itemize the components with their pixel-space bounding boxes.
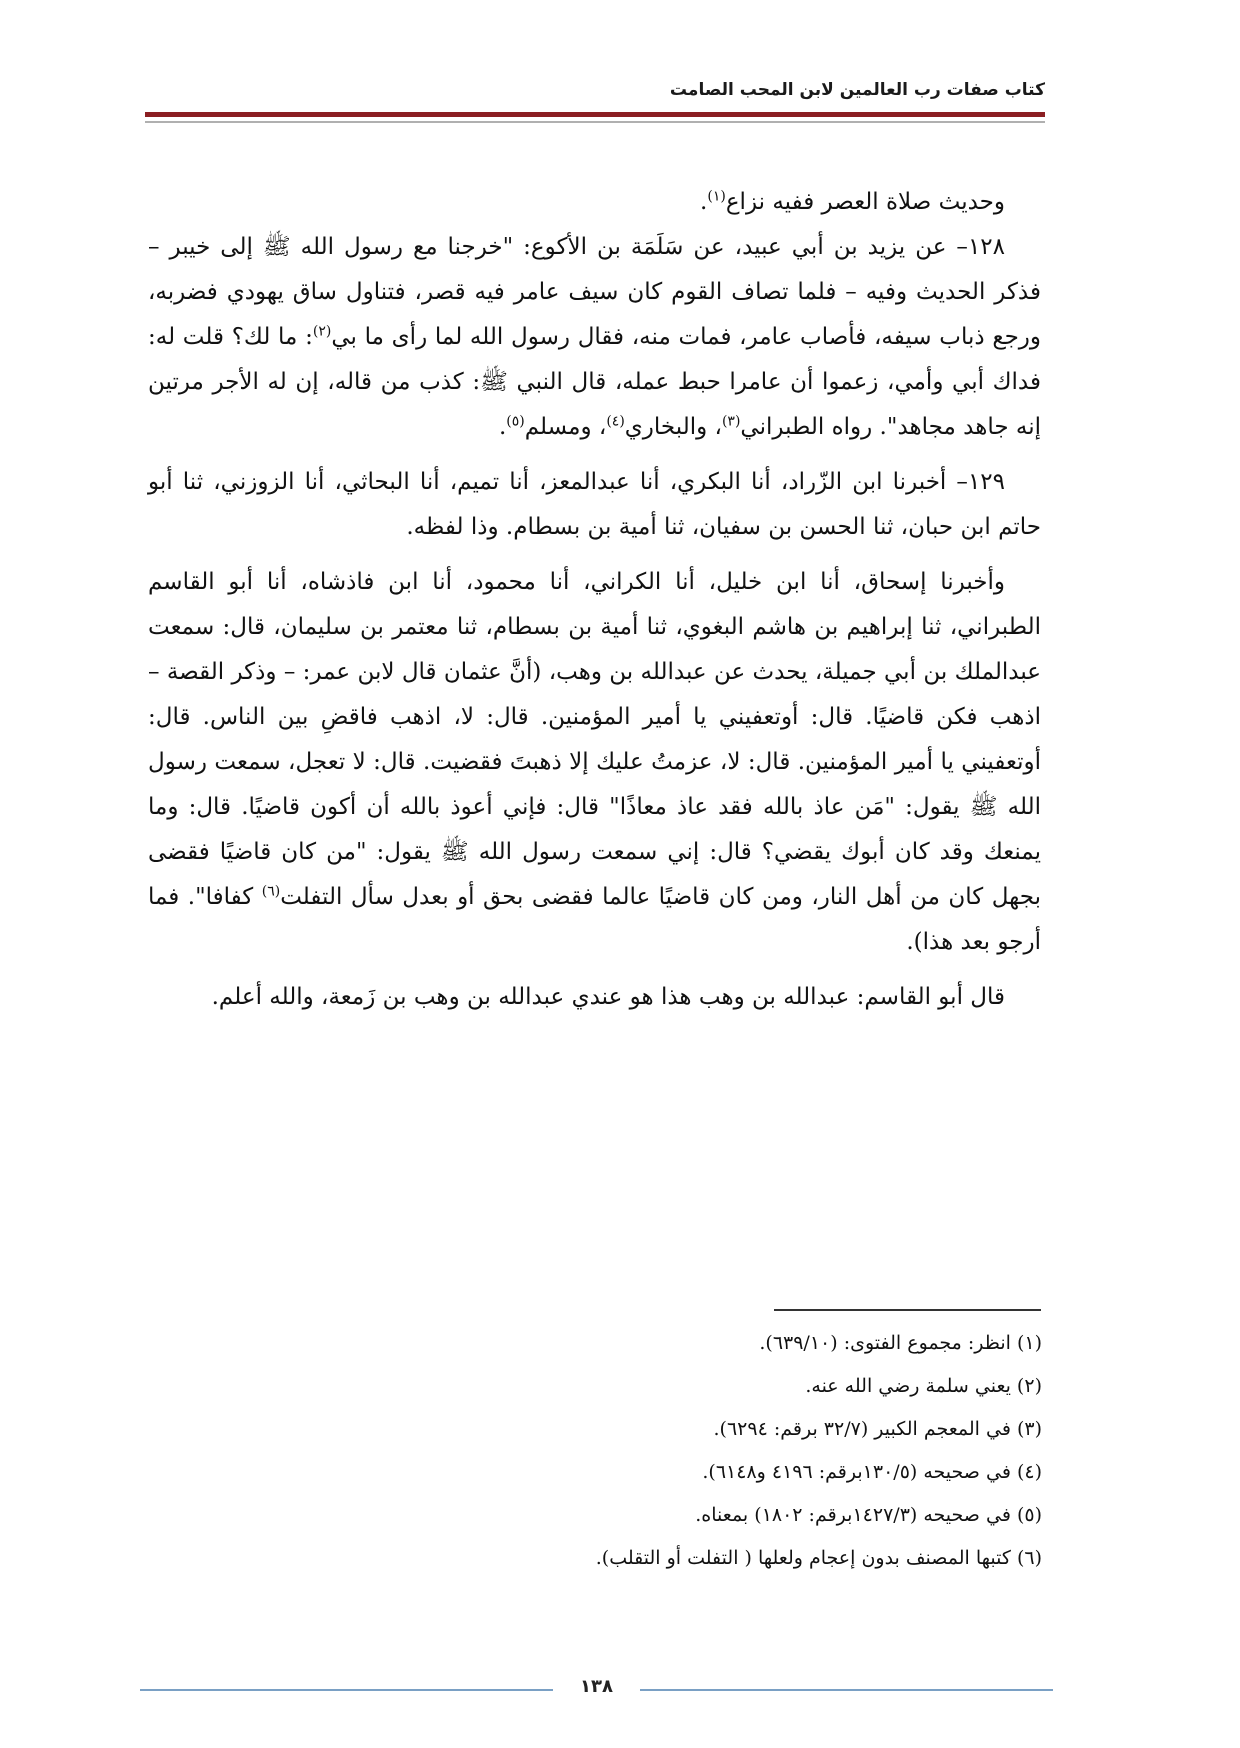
footnote-4: (٤) في صحيحه (١٣٠/٥برقم: ٤١٩٦ و٦١٤٨). (702, 1461, 1042, 1483)
paragraph-hadith-129: ١٢٩– أخبرنا ابن الزّراد، أنا البكري، أنا عبدالمعز، أنا تميم، أنا البحاثي، أنا الزوزني، ثنا أبو حاتم ابن حبان، ثنا الحسن بن سفيان، ثنا أمية بن بسطام. وذا لفظه. (148, 469, 1041, 540)
footnote-ref-6[interactable]: (٦) (261, 883, 281, 900)
footnote-ref-2[interactable]: (٢) (312, 323, 332, 340)
footnote-5: (٥) في صحيحه (١٤٢٧/٣برقم: ١٨٠٢) بمعناه. (695, 1504, 1042, 1526)
header-rule-thick (145, 112, 1045, 117)
page-number: ١٣٨ (580, 1676, 613, 1697)
footnote-separator (774, 1309, 1041, 1311)
main-text (148, 180, 1041, 1020)
paragraph-1: وحديث صلاة العصر ففيه نزاع$^{(١)}$. (700, 188, 1005, 215)
running-header-title: كتاب صفات رب العالمين لابن المحب الصامت (669, 80, 1045, 100)
footnote-2: (٢) يعني سلمة رضي الله عنه. (805, 1375, 1042, 1397)
paragraph-isnad-2: وأخبرنا إسحاق، أنا ابن خليل، أنا الكراني، أنا محمود، أنا ابن فاذشاه، أنا أبو القاسم الطبراني، ثنا إبراهيم بن هاشم البغوي، ثنا أمية بن بسطام، ثنا معتمر بن سليمان، قال: سمعت عبدالملك بن أبي جميلة، يحدث عن عبدالله بن وهب، (أنَّ عثمان قال لابن عمر: – وذكر القصة – اذهب فكن قاضيًا. قال: أوتعفيني يا أمير المؤمنين. قال: لا، اذهب فاقضِ بين الناس. قال: أوتعفيني يا أمير المؤمنين. قال: لا، عزمتُ عليك إلا ذهبتَ فقضيت. قال: لا تعجل، سمعت رسول الله ﷺ يقول: "مَن عاذ بالله فقد عاذ معاذًا" قال: فإني أعوذ بالله أن أكون قاضيًا. قال: وما يمنعك وقد كان أبوك يقضي؟ قال: إني سمعت رسول الله ﷺ يقول: "من كان قاضيًا فقضى بجهل كان من أهل النار، ومن كان قاضيًا عالما فقضى بحق أو بعدل سأل التفلت$^{(٦)}$ كفافا". فما أرجو بعد هذا). (148, 569, 1041, 955)
footnote-ref-5[interactable]: (٥) (506, 413, 525, 430)
footnotes (222, 1322, 1042, 1580)
footnote-3: (٣) في المعجم الكبير (٣٢/٧ برقم: ٦٢٩٤). (713, 1418, 1042, 1440)
footnote-6: (٦) كتبها المصنف بدون إعجام ولعلها ( التفلت أو التقلب). (595, 1547, 1042, 1569)
footnote-ref-4[interactable]: (٤) (606, 413, 625, 430)
footer-rule-left (140, 1689, 553, 1691)
footnote-ref-1[interactable]: (١) (707, 188, 726, 205)
footnote-ref-3[interactable]: (٣) (721, 413, 741, 430)
header-rule-thin (145, 121, 1045, 123)
footnote-1: (١) انظر: مجموع الفتوى: (٦٣٩/١٠). (759, 1332, 1042, 1354)
footer-rule-right (640, 1689, 1053, 1691)
paragraph-closing-remark: قال أبو القاسم: عبدالله بن وهب هذا هو عندي عبدالله بن وهب بن زَمعة، والله أعلم. (211, 984, 1005, 1010)
paragraph-hadith-128: ١٢٨– عن يزيد بن أبي عبيد، عن سَلَمَة بن الأكوع: "خرجنا مع رسول الله ﷺ إلى خيبر – فذكر الحديث وفيه – فلما تصاف القوم كان سيف عامر فيه قصر، فتناول ساق يهودي فضربه، ورجع ذباب سيفه، فأصاب عامر، فمات منه، فقال رسول الله لما رأى ما بي$^{(٢)}$: ما لك؟ قلت له: فداك أبي وأمي، زعموا أن عامرا حبط عمله، قال النبي ﷺ: كذب من قاله، إن له الأجر مرتين إنه جاهد مجاهد". رواه الطبراني$^{(٣)}$، والبخاري$^{(٤)}$، ومسلم$^{(٥)}$. (148, 234, 1041, 440)
